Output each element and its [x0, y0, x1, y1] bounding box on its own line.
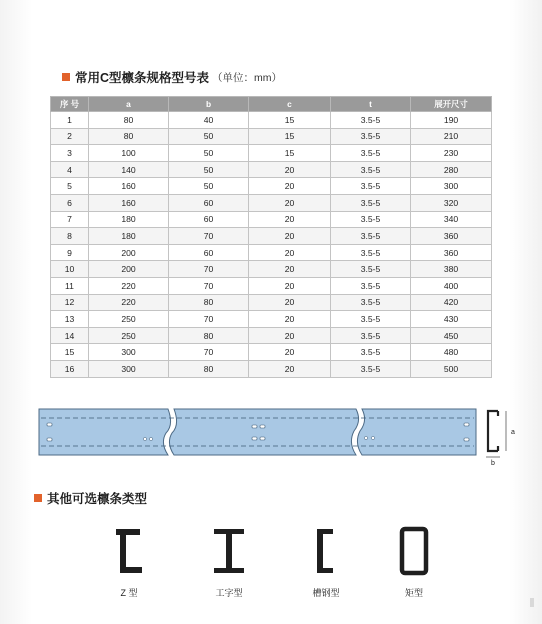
table-cell: 7: [51, 211, 89, 228]
table-cell: 13: [51, 311, 89, 328]
table-cell: 6: [51, 194, 89, 211]
table-cell: 11: [51, 277, 89, 294]
table-cell: 1: [51, 112, 89, 129]
table-cell: 420: [411, 294, 492, 311]
table-cell: 15: [249, 112, 331, 129]
table-row: [51, 261, 492, 278]
table-cell: 3.5-5: [331, 128, 411, 145]
rectangular-tube-item: [393, 525, 435, 599]
table-cell: 20: [249, 161, 331, 178]
table-cell: 220: [89, 294, 169, 311]
table-cell: 3.5-5: [331, 277, 411, 294]
spec-table: [50, 96, 492, 378]
table-cell: 3.5-5: [331, 344, 411, 361]
table-header-cell: a: [89, 97, 169, 112]
table-cell: 210: [411, 128, 492, 145]
table-cell: 5: [51, 178, 89, 195]
table-cell: 100: [89, 145, 169, 162]
table-cell: 80: [169, 294, 249, 311]
table-cell: 16: [51, 360, 89, 377]
table-cell: 8: [51, 228, 89, 245]
spec-table-unit: （单位：mm）: [212, 71, 283, 84]
table-cell: 40: [169, 112, 249, 129]
other-types-title: 其他可选檩条类型: [47, 492, 148, 506]
table-cell: 250: [89, 327, 169, 344]
table-cell: 80: [169, 360, 249, 377]
table-cell: 3.5-5: [331, 194, 411, 211]
c-purlin-diagram: [36, 403, 522, 467]
table-cell: 280: [411, 161, 492, 178]
table-row: [51, 194, 492, 211]
table-cell: 300: [89, 344, 169, 361]
table-cell: 340: [411, 211, 492, 228]
table-row: [51, 277, 492, 294]
table-header-cell: 序 号: [51, 97, 89, 112]
table-cell: 60: [169, 244, 249, 261]
channel-label: 槽钢型: [312, 588, 340, 598]
table-cell: 20: [249, 311, 331, 328]
z-section-item: [108, 525, 150, 599]
table-cell: 20: [249, 344, 331, 361]
table-row: [51, 327, 492, 344]
table-cell: 50: [169, 178, 249, 195]
table-header-cell: c: [249, 97, 331, 112]
table-row: [51, 145, 492, 162]
table-cell: 3: [51, 145, 89, 162]
channel-item: [305, 525, 347, 599]
table-cell: 20: [249, 327, 331, 344]
table-body: [51, 112, 492, 378]
table-cell: 60: [169, 194, 249, 211]
other-types-heading: [34, 489, 147, 507]
table-cell: 220: [89, 277, 169, 294]
c-section-profile-icon: [486, 411, 506, 457]
table-cell: 12: [51, 294, 89, 311]
table-row: [51, 178, 492, 195]
orange-square-bullet-icon: [34, 494, 42, 502]
table-cell: 20: [249, 277, 331, 294]
table-cell: 20: [249, 294, 331, 311]
table-cell: 80: [169, 327, 249, 344]
table-cell: 20: [249, 360, 331, 377]
table-row: [51, 112, 492, 129]
table-cell: 140: [89, 161, 169, 178]
i-beam-item: [208, 525, 250, 599]
table-row: [51, 161, 492, 178]
table-cell: 450: [411, 327, 492, 344]
table-cell: 2: [51, 128, 89, 145]
table-cell: 20: [249, 244, 331, 261]
rectangular-tube-label: 矩型: [404, 588, 423, 598]
table-cell: 70: [169, 277, 249, 294]
table-cell: 320: [411, 194, 492, 211]
table-cell: 200: [89, 261, 169, 278]
table-cell: 180: [89, 228, 169, 245]
table-cell: 3.5-5: [331, 360, 411, 377]
table-cell: 430: [411, 311, 492, 328]
table-cell: 360: [411, 244, 492, 261]
purlin-strip-icon: [39, 409, 476, 455]
dimension-a-label: a: [511, 429, 515, 436]
i-beam-label: 工字型: [215, 588, 243, 598]
i-beam-icon: [208, 525, 250, 577]
table-cell: 380: [411, 261, 492, 278]
table-cell: 200: [89, 244, 169, 261]
table-cell: 15: [249, 145, 331, 162]
orange-square-bullet-icon: [62, 73, 70, 81]
table-cell: 3.5-5: [331, 228, 411, 245]
table-cell: 3.5-5: [331, 211, 411, 228]
table-cell: 20: [249, 228, 331, 245]
z-section-icon: [108, 525, 150, 577]
spec-table-title: 常用C型檩条规格型号表: [75, 71, 210, 85]
table-cell: 50: [169, 161, 249, 178]
table-cell: 250: [89, 311, 169, 328]
table-cell: 50: [169, 128, 249, 145]
table-cell: 230: [411, 145, 492, 162]
table-row: [51, 360, 492, 377]
table-cell: 70: [169, 228, 249, 245]
table-cell: 480: [411, 344, 492, 361]
table-cell: 80: [89, 128, 169, 145]
table-row: [51, 228, 492, 245]
table-row: [51, 128, 492, 145]
table-row: [51, 244, 492, 261]
table-cell: 300: [411, 178, 492, 195]
table-cell: 160: [89, 178, 169, 195]
table-cell: 15: [51, 344, 89, 361]
table-cell: 3.5-5: [331, 261, 411, 278]
channel-icon: [305, 525, 347, 577]
table-header-row: [51, 97, 492, 112]
table-cell: 15: [249, 128, 331, 145]
table-cell: 20: [249, 194, 331, 211]
table-cell: 500: [411, 360, 492, 377]
table-cell: 20: [249, 178, 331, 195]
table-cell: 20: [249, 261, 331, 278]
table-header-cell: t: [331, 97, 411, 112]
table-header-cell: 展开尺寸: [411, 97, 492, 112]
table-cell: 10: [51, 261, 89, 278]
table-cell: 3.5-5: [331, 161, 411, 178]
table-cell: 400: [411, 277, 492, 294]
table-cell: 14: [51, 327, 89, 344]
table-cell: 3.5-5: [331, 112, 411, 129]
table-cell: 3.5-5: [331, 178, 411, 195]
table-cell: 70: [169, 311, 249, 328]
table-row: [51, 294, 492, 311]
table-cell: 160: [89, 194, 169, 211]
spec-table-heading: [62, 68, 282, 86]
table-cell: 50: [169, 145, 249, 162]
table-cell: 190: [411, 112, 492, 129]
table-cell: 3.5-5: [331, 311, 411, 328]
table-cell: 70: [169, 344, 249, 361]
table-cell: 9: [51, 244, 89, 261]
table-cell: 20: [249, 211, 331, 228]
table-cell: 60: [169, 211, 249, 228]
table-cell: 3.5-5: [331, 327, 411, 344]
table-cell: 3.5-5: [331, 244, 411, 261]
table-cell: 80: [89, 112, 169, 129]
rectangular-tube-icon: [393, 525, 435, 577]
table-row: [51, 344, 492, 361]
table-cell: 3.5-5: [331, 145, 411, 162]
table-cell: 3.5-5: [331, 294, 411, 311]
table-cell: 4: [51, 161, 89, 178]
z-section-label: Z 型: [120, 588, 138, 598]
table-row: [51, 311, 492, 328]
page-edge-mark: [530, 598, 534, 607]
table-header-cell: b: [169, 97, 249, 112]
table-cell: 360: [411, 228, 492, 245]
dimension-b-label: b: [491, 460, 495, 467]
table-row: [51, 211, 492, 228]
table-cell: 180: [89, 211, 169, 228]
table-cell: 70: [169, 261, 249, 278]
table-cell: 300: [89, 360, 169, 377]
